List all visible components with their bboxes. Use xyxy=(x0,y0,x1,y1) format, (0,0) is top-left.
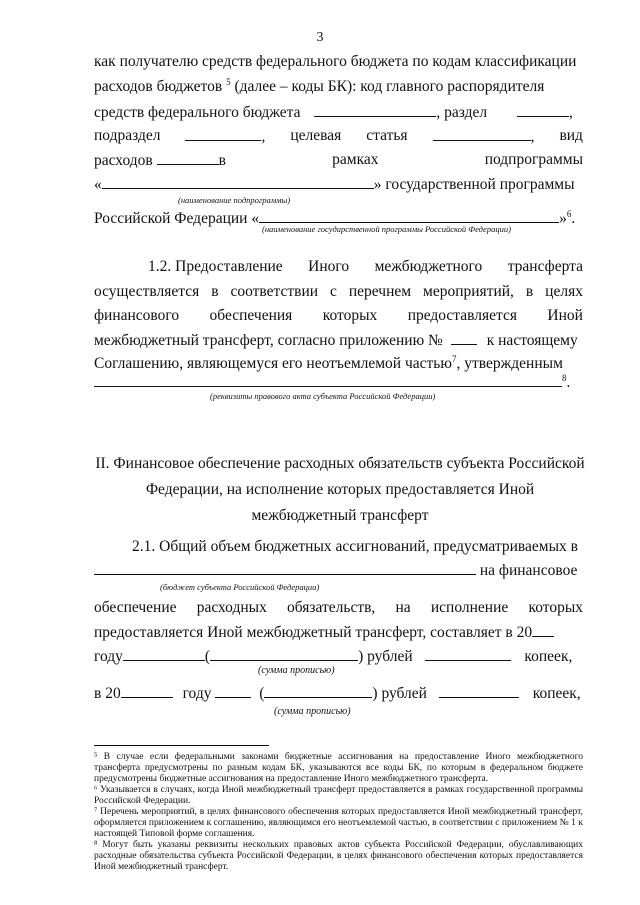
text: которых xyxy=(322,307,378,324)
text: ( xyxy=(204,648,211,665)
text: ) рублей xyxy=(358,648,413,665)
blank-field xyxy=(264,683,372,698)
text: копеек, xyxy=(524,648,573,665)
text: Соглашению, являющемуся его неотъемлемой частью xyxy=(94,355,452,372)
blank-field xyxy=(439,683,519,698)
text: в xyxy=(218,152,226,169)
para1-line6 xyxy=(94,174,583,195)
text: исполнение xyxy=(430,599,509,616)
text: обеспечение xyxy=(94,599,177,616)
blank-field xyxy=(314,102,436,117)
para21-line6 xyxy=(94,683,583,704)
heading-line: II. Финансовое обеспечение расходных обязательств субъекта Российской xyxy=(95,455,585,472)
text: целях xyxy=(545,283,583,300)
text: , утвержденным xyxy=(456,355,563,372)
footnotes xyxy=(94,752,583,873)
text: перечнем xyxy=(348,283,412,300)
text: « xyxy=(94,176,102,193)
caption-state-program: (наименование государственной программы Российской Федерации) xyxy=(262,224,511,234)
caption-subprogram: (наименование подпрограммы) xyxy=(178,195,291,205)
blank-field xyxy=(94,372,562,387)
text: » государственной программы xyxy=(373,176,575,193)
text: межбюджетного xyxy=(374,258,483,275)
para1-line4 xyxy=(94,126,583,147)
blank-field xyxy=(215,683,251,698)
text: обеспечения xyxy=(209,307,293,324)
text: , xyxy=(569,104,573,121)
page-number: 3 xyxy=(316,30,324,45)
text: расходных xyxy=(196,599,267,616)
blank-field xyxy=(102,174,374,189)
para21-line5 xyxy=(94,646,583,667)
para12-line4 xyxy=(94,330,583,351)
blank-field xyxy=(185,126,261,141)
footnote-ref-5: 5 xyxy=(226,77,231,87)
blank-field xyxy=(259,208,559,223)
caption-sum-1: (сумма прописью) xyxy=(258,665,335,676)
blank-field xyxy=(94,560,476,575)
text: ) рублей xyxy=(372,685,427,702)
blank-field xyxy=(433,126,531,141)
caption-legal-act: (реквизиты правового акта субъекта Российской Федерации) xyxy=(210,391,436,401)
text: Иного xyxy=(308,258,350,275)
text: предоставляется Иной межбюджетный трансферт, составляет в 20 xyxy=(94,624,533,641)
text: рамках xyxy=(332,151,379,168)
blank-field xyxy=(451,330,477,345)
text: на xyxy=(395,599,411,616)
text: в xyxy=(211,283,219,300)
text: , xyxy=(530,128,535,145)
text: ( xyxy=(259,685,265,702)
text: которых xyxy=(528,599,583,616)
footnote-6: ⁶ Указывается в случаях, когда Иной межбюджетный трансферт предоставляется в рамках государственной программы Российской Федерации. xyxy=(94,785,583,806)
para21-line4 xyxy=(94,622,583,643)
blank-field xyxy=(517,102,569,117)
text: в xyxy=(525,283,534,300)
text: как получателю средств федерального бюджета по кодам классификации xyxy=(94,53,577,70)
blank-field xyxy=(121,683,173,698)
blank-field xyxy=(157,150,219,165)
text: статья xyxy=(366,127,408,144)
heading-line: межбюджетный трансферт xyxy=(251,507,429,524)
footnote-ref-8: 8 xyxy=(562,373,567,383)
text: обязательств, xyxy=(287,599,376,616)
text: 2.1. Общий объем бюджетных ассигнований, предусматриваемых в xyxy=(132,538,578,555)
text: , xyxy=(261,128,266,145)
text: (далее – коды БК): код главного распорядителя xyxy=(234,78,545,95)
text: целевая xyxy=(290,127,342,144)
text: финансового xyxy=(94,307,180,324)
blank-field xyxy=(425,646,511,661)
para12-line1 xyxy=(148,257,583,277)
footnote-5: ⁵ В случае если федеральными законами бюджетные ассигнования на предоставление Иного межбюджетного трансферта предусмотрены по разным кодам БК, указываются все коды БК, по которым в федеральном бюджете предусмотрены бюджетные ассигнования на предоставление Иного межбюджетного трансферта. xyxy=(94,752,583,784)
blank-field xyxy=(123,646,205,661)
text: к настоящему xyxy=(486,332,578,349)
para12-line3 xyxy=(94,306,583,326)
blank-field xyxy=(532,622,554,637)
para12-line6 xyxy=(94,372,583,393)
para1-line1 xyxy=(94,52,583,72)
footnote-7: ⁷ Перечень мероприятий, в целях финансового обеспечения которых предоставляется Иной межбюджетный трансферт, оформляется приложением к соглашению, являющимся его неотъемлемой частью, в соответствии с приложением № 1 к настоящей Типовой форме соглашения. xyxy=(94,807,583,839)
text: , раздел xyxy=(436,104,488,121)
text: году xyxy=(182,685,212,702)
heading-line: Федерации, на исполнение которых предоставляется Иной xyxy=(145,481,535,498)
text: предоставляется xyxy=(407,307,517,324)
text: в 20 xyxy=(94,685,121,702)
text: . xyxy=(571,210,576,227)
caption-budget: (бюджет субъекта Российской Федерации) xyxy=(160,582,320,592)
para21-line3 xyxy=(94,598,583,618)
text: соответствии xyxy=(230,283,319,300)
para21-line1 xyxy=(132,537,583,557)
para21-line2 xyxy=(94,560,583,581)
text: вид xyxy=(559,127,583,144)
text: . xyxy=(566,374,571,391)
text: году xyxy=(94,648,123,665)
footnote-ref-6: 6 xyxy=(566,209,572,219)
text: подпрограммы xyxy=(484,151,583,168)
text: средств федерального бюджета xyxy=(94,104,301,121)
text: с xyxy=(330,283,337,300)
footnote-separator xyxy=(94,745,269,746)
text: Российской Федерации « xyxy=(94,210,260,227)
text: трансферта xyxy=(507,258,583,275)
text: мероприятий, xyxy=(423,283,514,300)
para12-line2 xyxy=(94,282,583,302)
text: » xyxy=(559,210,567,227)
text: расходов xyxy=(94,152,153,169)
text: Иной xyxy=(547,307,583,324)
text: подраздел xyxy=(94,127,161,144)
text: осуществляется xyxy=(94,283,200,300)
caption-sum-2: (сумма прописью) xyxy=(274,706,351,717)
para1-line3 xyxy=(94,102,583,123)
text: расходов бюджетов xyxy=(94,78,223,95)
para1-line5 xyxy=(94,150,583,171)
footnote-ref-7: 7 xyxy=(451,354,457,364)
para12-line5 xyxy=(94,354,583,374)
footnote-8: ⁸ Могут быть указаны реквизиты нескольких правовых актов субъекта Российской Федерации, обуславливающих расходные обязательства субъекта Российской Федерации, в целях финансового обеспечения которых предоставляется Иной межбюджетный трансферт. xyxy=(94,840,583,872)
blank-field xyxy=(210,646,358,661)
text: на финансовое xyxy=(479,562,578,579)
section-2-heading xyxy=(60,451,620,529)
para1-line2 xyxy=(94,77,583,97)
text: межбюджетный трансферт, согласно приложению № xyxy=(94,332,443,349)
text: копеек, xyxy=(532,685,581,702)
text: 1.2. Предоставление xyxy=(148,258,283,275)
